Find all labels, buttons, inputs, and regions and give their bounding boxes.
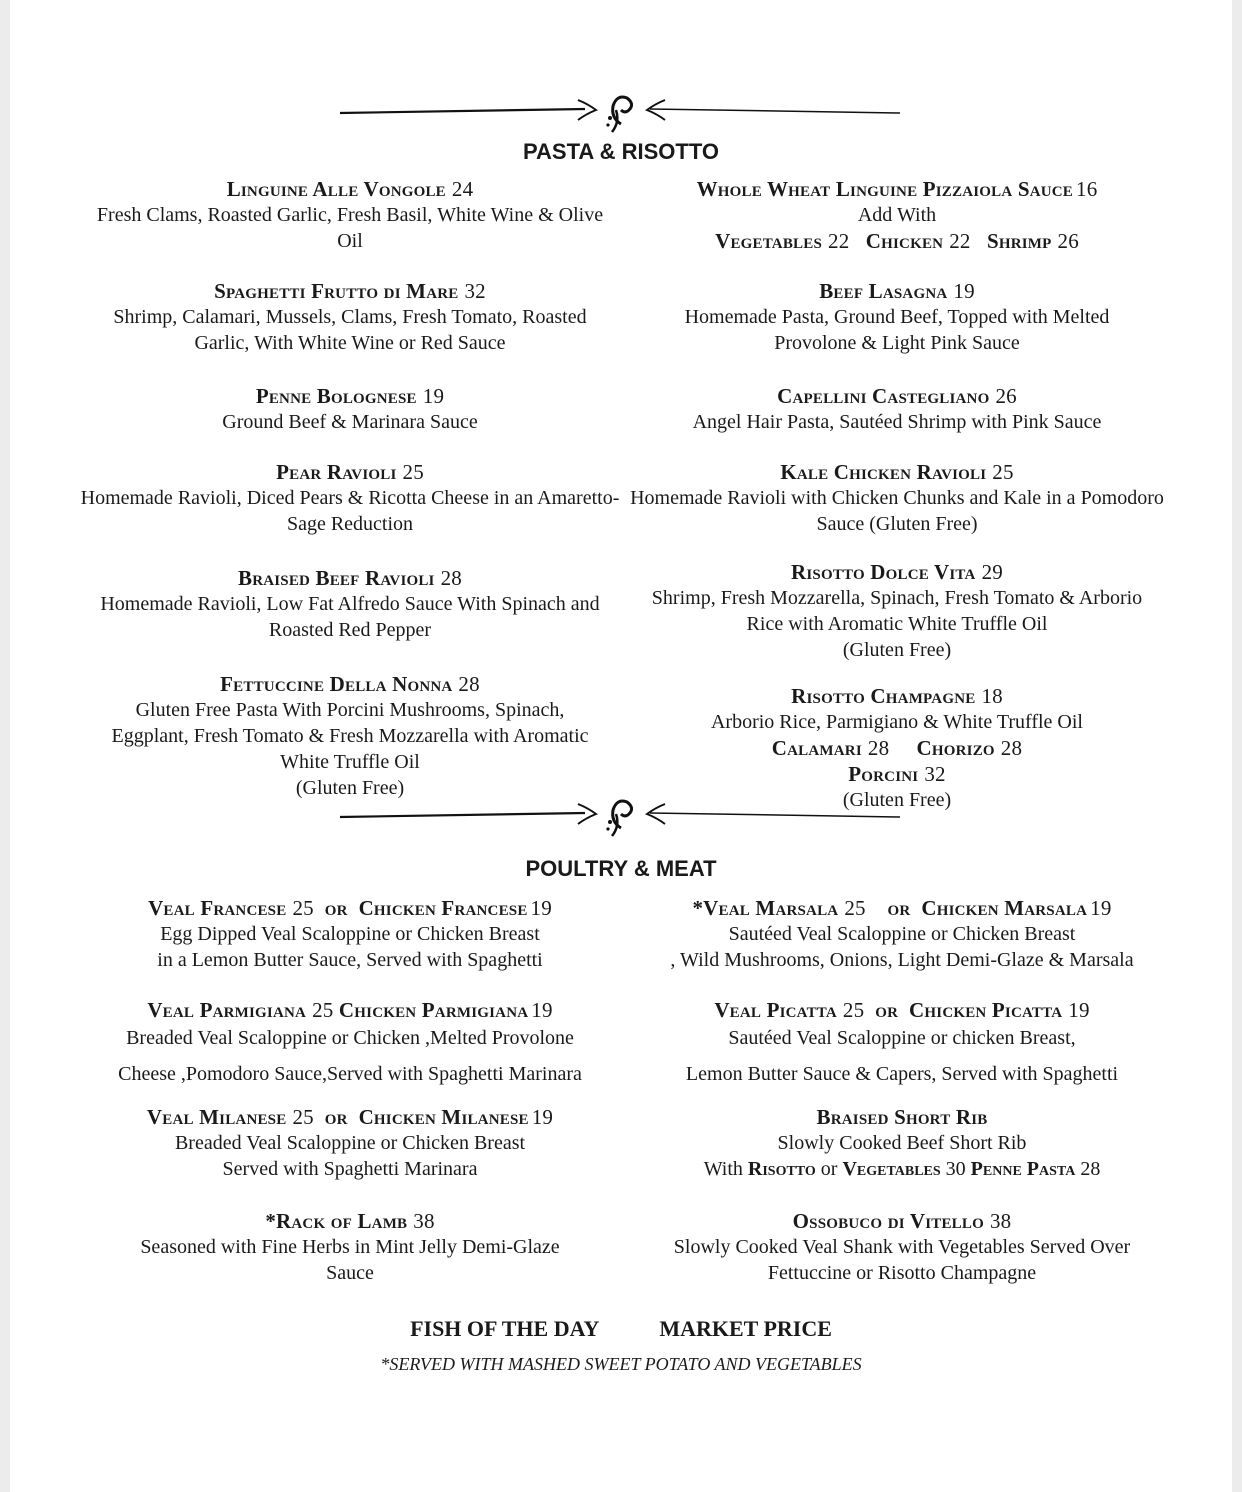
or-text: or — [887, 896, 911, 920]
item-description: Shrimp, Calamari, Mussels, Clams, Fresh Tomato, Roasted Garlic, With White Wine or Red Sauce — [113, 306, 587, 354]
item-price: 19 — [422, 384, 445, 408]
item-price: 25 — [312, 998, 334, 1022]
item-price: 28 — [440, 566, 463, 590]
addon-price: 22 — [949, 229, 971, 253]
addon-name: Porcini — [848, 762, 919, 786]
menu-item — [622, 895, 1182, 973]
menu-item — [622, 1208, 1182, 1286]
section-title-pasta: PASTA & RISOTTO — [523, 139, 719, 164]
menu-item — [80, 383, 620, 435]
menu-item — [622, 1104, 1182, 1182]
item-description: Fettuccine or Risotto Champagne — [767, 1262, 1037, 1284]
item-name: Spaghetti Frutto di Mare — [214, 279, 459, 303]
menu-item — [627, 383, 1167, 435]
item-description: Sauce — [326, 1262, 374, 1284]
item-description: Angel Hair Pasta, Sautéed Shrimp with Pink Sauce — [692, 411, 1102, 433]
item-price: 25 — [292, 896, 314, 920]
item-name: Chicken Marsala — [921, 896, 1088, 920]
addon-name: Chicken — [865, 229, 944, 253]
addon-name: Chorizo — [916, 736, 995, 760]
menu-item — [622, 997, 1182, 1087]
item-description: Gluten Free Pasta With Porcini Mushrooms, Spinach, Eggplant, Fresh Tomato & Fresh Mozzarella with Aromatic White Truffle Oil — [111, 699, 589, 773]
addon-name: Vegetables — [715, 229, 823, 253]
item-name: Risotto Dolce Vita — [791, 560, 976, 584]
item-description: Slowly Cooked Veal Shank with Vegetables Served Over — [673, 1236, 1131, 1258]
menu-item — [80, 278, 620, 356]
gluten-free-note: (Gluten Free) — [295, 777, 405, 799]
gluten-free-note: (Gluten Free) — [842, 789, 952, 811]
item-name: Linguine Alle Vongole — [226, 177, 446, 201]
with-text: With — [703, 1158, 743, 1180]
item-price: 19 — [531, 998, 553, 1022]
item-name: Capellini Castegliano — [777, 384, 990, 408]
item-price: 24 — [451, 177, 474, 201]
menu-item — [80, 565, 620, 643]
menu-item — [72, 1104, 628, 1182]
item-name: Penne Bolognese — [255, 384, 417, 408]
item-name: Whole Wheat Linguine Pizzaiola Sauce — [696, 177, 1074, 201]
item-description: Fresh Clams, Roasted Garlic, Fresh Basil, White Wine & Olive Oil — [96, 204, 604, 252]
addon-price: 28 — [1000, 736, 1023, 760]
item-price: 19 — [531, 1105, 554, 1129]
item-description: in a Lemon Butter Sauce, Served with Spaghetti — [157, 949, 543, 971]
item-name: Braised Short Rib — [816, 1105, 988, 1129]
item-description: Slowly Cooked Beef Short Rib — [777, 1132, 1027, 1154]
served-with-note: *SERVED WITH MASHED SWEET POTATO AND VEGETABLES — [380, 1354, 862, 1374]
menu-item — [72, 1208, 628, 1286]
menu-item — [627, 278, 1167, 356]
item-description: Lemon Butter Sauce & Capers, Served with Spaghetti — [685, 1063, 1119, 1085]
option-penne-pasta: Penne Pasta — [970, 1158, 1076, 1180]
item-price: 25 — [292, 1105, 314, 1129]
item-price: 19 — [953, 279, 975, 303]
item-price: 26 — [995, 384, 1017, 408]
item-name: Braised Beef Ravioli — [237, 566, 435, 590]
item-name: Risotto Champagne — [791, 684, 976, 708]
addon-row — [627, 735, 1167, 761]
option-risotto: Risotto — [747, 1158, 816, 1180]
item-price: 32 — [464, 279, 486, 303]
item-description: Add With — [857, 204, 937, 226]
item-name: *Rack of Lamb — [265, 1209, 408, 1233]
item-name: Pear Ravioli — [276, 460, 397, 484]
ornament-divider-top — [10, 80, 1232, 140]
menu-item — [72, 997, 628, 1087]
options-row — [622, 1156, 1182, 1182]
menu-item — [80, 671, 620, 801]
item-price: 19 — [1090, 896, 1112, 920]
menu-page — [10, 0, 1232, 1492]
addon-price: 22 — [828, 229, 850, 253]
item-description: Breaded Veal Scaloppine or Chicken ,Melted Provolone — [126, 1027, 574, 1049]
item-description: , Wild Mushrooms, Onions, Light Demi-Glaze & Marsala — [670, 949, 1134, 971]
market-price-label: MARKET PRICE — [659, 1316, 832, 1341]
item-price: 25 — [992, 460, 1014, 484]
item-description: Homemade Ravioli with Chicken Chunks and Kale in a Pomodoro Sauce (Gluten Free) — [630, 487, 1164, 535]
menu-item — [627, 176, 1167, 254]
item-description: Shrimp, Fresh Mozzarella, Spinach, Fresh Tomato & Arborio Rice with Aromatic White Truffle Oil — [651, 587, 1143, 635]
item-price: 16 — [1076, 177, 1098, 201]
menu-item — [72, 895, 628, 973]
item-description: Ground Beef & Marinara Sauce — [222, 411, 478, 433]
item-name: Ossobuco di Vitello — [792, 1209, 984, 1233]
item-name: Chicken Milanese — [358, 1105, 529, 1129]
ornament-divider-middle — [10, 784, 1232, 844]
item-description: Arborio Rice, Parmigiano & White Truffle Oil — [710, 711, 1083, 733]
item-price: 38 — [989, 1209, 1012, 1233]
item-description: Cheese ,Pomodoro Sauce,Served with Spaghetti Marinara — [118, 1063, 582, 1085]
item-name: Kale Chicken Ravioli — [780, 460, 987, 484]
item-name: Chicken Picatta — [909, 998, 1063, 1022]
or-text: or — [875, 998, 899, 1022]
item-name: Veal Francese — [148, 896, 287, 920]
gluten-free-note: (Gluten Free) — [842, 639, 952, 661]
menu-item — [80, 459, 620, 537]
item-price: 38 — [413, 1209, 435, 1233]
item-description: Homemade Ravioli, Diced Pears & Ricotta Cheese in an Amaretto-Sage Reduction — [80, 487, 620, 535]
item-price: 28 — [458, 672, 480, 696]
addon-row — [627, 228, 1167, 254]
menu-item — [627, 459, 1167, 537]
item-price: 25 — [844, 896, 866, 920]
option-vegetables: Vegetables — [842, 1158, 941, 1180]
item-description: Breaded Veal Scaloppine or Chicken Breast — [174, 1132, 526, 1154]
item-description: Seasoned with Fine Herbs in Mint Jelly Demi-Glaze — [140, 1236, 560, 1258]
item-name: Veal Parmigiana — [147, 998, 307, 1022]
or-text: or — [820, 1158, 838, 1180]
item-description: Sautéed Veal Scaloppine or chicken Breast, — [728, 1027, 1076, 1049]
item-name: Veal Picatta — [714, 998, 837, 1022]
fish-label: FISH OF THE DAY — [410, 1316, 600, 1341]
item-price: 18 — [981, 684, 1003, 708]
item-price: 19 — [530, 896, 552, 920]
item-name: Beef Lasagna — [819, 279, 948, 303]
option-price: 28 — [1080, 1158, 1101, 1180]
option-price: 30 — [945, 1158, 966, 1180]
item-name: Fettuccine Della Nonna — [220, 672, 453, 696]
item-description: Served with Spaghetti Marinara — [222, 1158, 478, 1180]
item-name: *Veal Marsala — [692, 896, 839, 920]
menu-item — [627, 559, 1167, 663]
section-title-meat: POULTRY & MEAT — [525, 856, 717, 881]
item-description: Egg Dipped Veal Scaloppine or Chicken Breast — [160, 923, 540, 945]
item-description: Sautéed Veal Scaloppine or Chicken Breast — [728, 923, 1076, 945]
item-price: 25 — [402, 460, 424, 484]
item-name: Veal Milanese — [146, 1105, 287, 1129]
item-price: 19 — [1068, 998, 1090, 1022]
addon-name: Calamari — [771, 736, 862, 760]
addon-name: Shrimp — [986, 229, 1052, 253]
addon-price: 32 — [924, 762, 946, 786]
item-description: Homemade Pasta, Ground Beef, Topped with Melted Provolone & Light Pink Sauce — [684, 306, 1110, 354]
item-name: Chicken Parmigiana — [338, 998, 529, 1022]
addon-price: 26 — [1057, 229, 1079, 253]
item-name: Chicken Francese — [358, 896, 528, 920]
fish-of-the-day — [10, 1316, 1232, 1342]
addon-price: 28 — [867, 736, 890, 760]
menu-item — [80, 176, 620, 254]
or-text: or — [324, 1105, 348, 1129]
item-price: 29 — [981, 560, 1003, 584]
or-text: or — [324, 896, 348, 920]
item-price: 25 — [842, 998, 865, 1022]
item-description: Homemade Ravioli, Low Fat Alfredo Sauce With Spinach and Roasted Red Pepper — [100, 593, 600, 641]
